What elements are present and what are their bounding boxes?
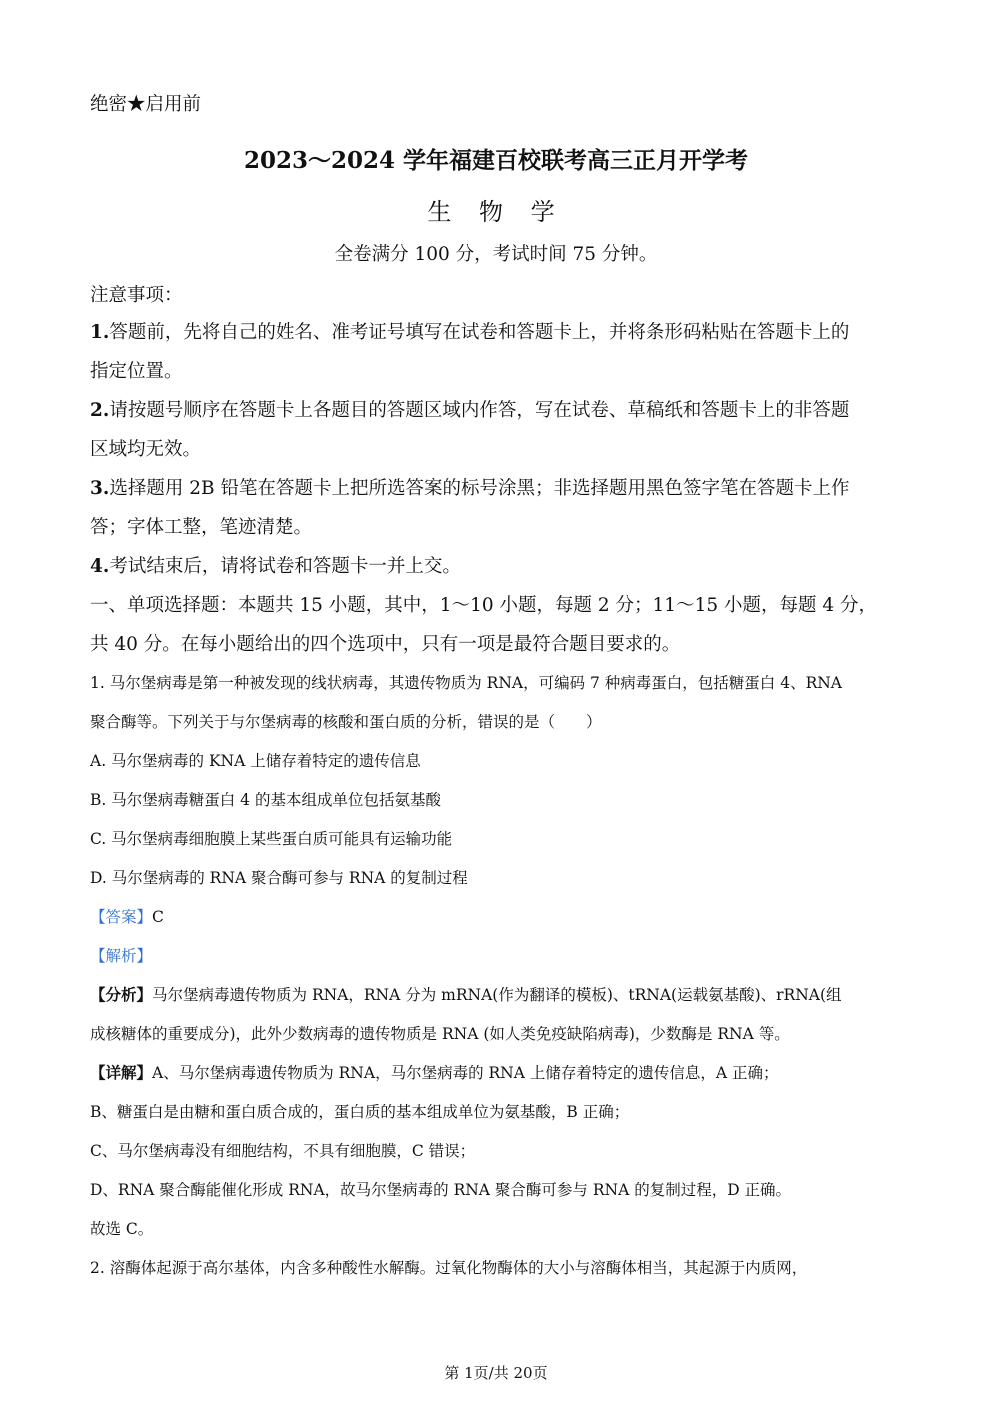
exam-title: 2023～2024 学年福建百校联考高三正月开学考 <box>243 147 749 174</box>
note-item-1-cont: 指定位置。 <box>90 361 183 382</box>
xiangjie-text: A、马尔堡病毒遗传物质为 RNA，马尔堡病毒的 RNA 上储存着特定的遗传信息，A 正确； <box>152 1064 779 1082</box>
secret-mark: 绝密★启用前 <box>90 94 202 115</box>
answer-label: 【答案】 <box>90 908 153 926</box>
section-heading-cont: 共 40 分。在每小题给出的四个选项中，只有一项是最符合题目要求的。 <box>90 634 681 655</box>
note-item-3 <box>90 474 849 500</box>
note-text: 请按题号顺序在答题卡上各题目的答题区域内作答，写在试卷、草稿纸和答题卡上的非答题 <box>109 400 850 421</box>
note-item-3-cont: 答；字体工整，笔迹清楚。 <box>90 517 313 538</box>
question-1-option-b: B. 马尔堡病毒糖蛋白 4 的基本组成单位包括氨基酸 <box>90 791 441 809</box>
note-text: 答题前，先将自己的姓名、准考证号填写在试卷和答题卡上，并将条形码粘贴在答题卡上的 <box>109 322 850 343</box>
note-item-1 <box>90 318 849 344</box>
note-number: 2. <box>90 400 110 421</box>
page-footer: 第 1页/共 20页 <box>444 1364 548 1382</box>
detail-line-c: C、马尔堡病毒没有细胞结构，不具有细胞膜，C 错误； <box>90 1142 476 1160</box>
fenxi-line-cont: 成核糖体的重要成分)，此外少数病毒的遗传物质是 RNA (如人类免疫缺陷病毒)，少数酶是 RNA 等。 <box>90 1025 790 1043</box>
note-number: 3. <box>90 478 110 499</box>
detail-line-d: D、RNA 聚合酶能催化形成 RNA，故马尔堡病毒的 RNA 聚合酶可参与 RNA 的复制过程，D 正确。 <box>90 1181 792 1199</box>
note-text: 选择题用 2B 铅笔在答题卡上把所选答案的标号涂黑；非选择题用黑色签字笔在答题卡上作 <box>109 478 850 499</box>
xiangjie-label: 【详解】 <box>90 1063 153 1082</box>
note-item-4 <box>90 552 461 578</box>
subject-title: 生 物 学 <box>427 198 565 226</box>
note-text: 考试结束后，请将试卷和答题卡一并上交。 <box>109 556 461 577</box>
note-item-2-cont: 区域均无效。 <box>90 439 202 460</box>
question-1-option-c: C. 马尔堡病毒细胞膜上某些蛋白质可能具有运输功能 <box>90 830 453 848</box>
analysis-label: 【解析】 <box>90 947 153 965</box>
notes-heading: 注意事项： <box>90 285 183 306</box>
question-2-stem: 2. 溶酶体起源于高尔基体，内含多种酸性水解酶。过氧化物酶体的大小与溶酶体相当，其起源于内质网， <box>90 1259 808 1277</box>
answer-value: C <box>152 908 164 926</box>
question-1-stem-cont: 聚合酶等。下列关于与尔堡病毒的核酸和蛋白质的分析，错误的是（ ） <box>90 713 602 731</box>
question-1-option-d: D. 马尔堡病毒的 RNA 聚合酶可参与 RNA 的复制过程 <box>90 869 468 887</box>
question-1-stem: 1. 马尔堡病毒是第一种被发现的线状病毒，其遗传物质为 RNA，可编码 7 种病毒蛋白，包括糖蛋白 4、RNA <box>90 674 843 692</box>
conclusion-line: 故选 C。 <box>90 1220 154 1238</box>
note-item-2 <box>90 396 849 422</box>
detail-line-b: B、糖蛋白是由糖和蛋白质合成的，蛋白质的基本组成单位为氨基酸，B 正确； <box>90 1103 630 1121</box>
note-number: 1. <box>90 322 110 343</box>
answer-line <box>90 905 164 927</box>
section-heading: 一、单项选择题：本题共 15 小题，其中，1～10 小题，每题 2 分；11～15 小题，每题 4 分， <box>90 595 878 616</box>
xiangjie-line <box>90 1061 778 1083</box>
fenxi-line <box>90 983 842 1005</box>
exam-info: 全卷满分 100 分，考试时间 75 分钟。 <box>334 244 658 265</box>
question-1-option-a: A. 马尔堡病毒的 KNA 上储存着特定的遗传信息 <box>90 752 421 770</box>
fenxi-label: 【分析】 <box>90 985 153 1004</box>
note-number: 4. <box>90 556 110 577</box>
fenxi-text: 马尔堡病毒遗传物质为 RNA，RNA 分为 mRNA(作为翻译的模板)、tRNA(运载氨基酸)、rRNA(组 <box>152 986 842 1004</box>
